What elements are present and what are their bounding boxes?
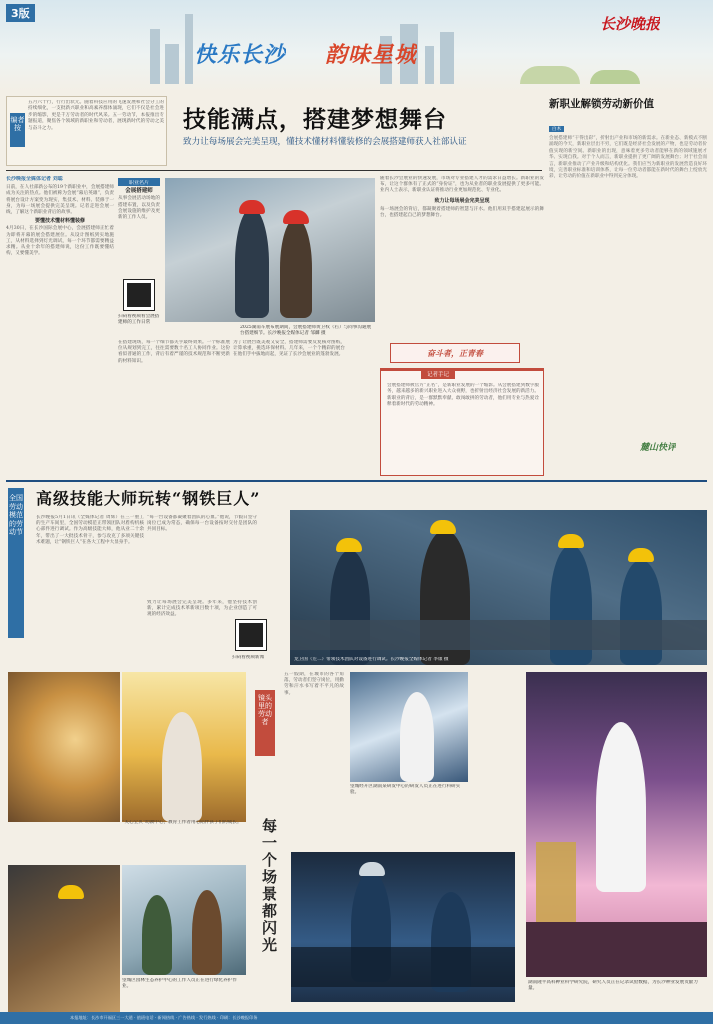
commentary-text: 会展搭建师“干得出彩”，折射出产业和市场的新需求。在新业态、新模式不断涌现的今天，新职业层出不穷，它们既是经济社会发展的产物，也是劳动者价值实现的新空间。新职业的出现，意味着更多劳动者能够在新的领域施展才华、实现自我。对于个人而言，新职业提供了更广阔的发展舞台；对于社会而言，新职业推动了产业升级和结构优化。我们应当为新职业的发展营造良好环境，完善职业标准和培训体系，让每一位劳动者都能在新时代的舞台上绽放光彩，让劳动的价值在新职业中得到充分体现。 — [549, 136, 707, 180]
career-card-tag: 职业名片 — [118, 180, 160, 186]
banner-left: 快乐长沙 — [194, 42, 287, 68]
section2-headline: 高级技能大师玩转“钢铁巨人” — [36, 489, 261, 508]
photo-worker-helmet — [8, 865, 120, 1020]
photo-lab-researcher — [350, 672, 468, 782]
section-vertical-tag: 镜头里的劳动者 — [255, 690, 275, 756]
article-column-d: 为了让展台既美观又安全，搭建师需要反复核对图纸，计算承重，挑选环保材料。几年来，一个个精彩的展台在他们手中拔地而起，见证了长沙会展业的蓬勃发展。 — [233, 340, 345, 358]
divider — [6, 170, 542, 171]
article-column-a — [6, 176, 114, 476]
photo-caption: 龙卫国（左二）带领技术团队对设备进行调试。长沙晚报全媒体记者 李康 摄 — [294, 657, 449, 662]
career-card-title: 会展搭建师 — [125, 188, 153, 195]
article-paragraph: 每一场展会的背后，都凝聚着搭建师的智慧与汗水。他们用双手搭建起展示的舞台，也搭建起自己的梦想舞台。 — [380, 206, 544, 219]
qr-caption: 扫码看视频看会展搭建师的工作日常 — [118, 314, 160, 325]
career-card-text: 从事会展活动场地的搭建布置，以及负责会展设施的维护及更新的工作人员。 — [118, 196, 160, 221]
photo-caption: 望城区园林生态养护中心的工作人员正在进行绿化养护作业。 — [122, 978, 237, 989]
reporter-note-text: 会展搭建师被官方“正名”，是新职业发展的一个缩影。从会展搭建到数字服务，越来越多的新兴职业进入大众视野，也折射出经济社会发展的新活力。新职业的背后，是一群默默奉献、敢闯敢拼的劳动者，他们用专业与热爱诠释着新时代的劳动精神。 — [387, 383, 539, 408]
photo-caption: 望城经开区湖南某研发中心的研发人员正在进行科研实验。 — [350, 784, 461, 795]
editor-note-text: 五月六十行，行行出状元。随着科技应用的飞速发展和社会分工的持续细化，一支批新兴职业和高素养群体涌现，它们不仅是社会进步的缩影，更是千万劳动者的时代风采。五一劳动节，本报推出专题报道，聚焦各个领域的新职业和劳动者，展现新时代的劳动之美与奋斗之力。 — [28, 100, 164, 131]
photo-agri-researcher — [526, 672, 707, 977]
article-paragraph: 随着长沙会展业的快速发展，市场对专业搭建人才的需求日益增长。新职业的发布，让这个群体有了正式的“身份证”，也为从业者的职业发展提供了更多可能。业内人士表示，新职业认证将推动行业更加规范化、专业化。 — [380, 176, 544, 194]
editor-note — [6, 96, 167, 166]
photo-teacher — [122, 672, 246, 822]
photo-caption: 2025湖南车展布展期间，会展搭建师黄卫权（右）与同事沟通展台搭建细节。长沙晚报全媒体记者 邹麟 摄 — [240, 325, 372, 336]
qr-code-icon[interactable] — [124, 280, 154, 310]
article-column-g-sub: 致力让每场展会完美呈现。多年来，他坚持技术创新，累计完成技术革新项目数十项，为企业创造了可观的经济效益。 — [147, 600, 257, 618]
section-vertical-title: 每一个场景都闪光 — [262, 818, 278, 954]
photo-gardeners — [122, 865, 246, 975]
commentary-author: 白木 — [549, 126, 564, 132]
main-headline: 技能满点，搭建梦想舞台 — [183, 106, 447, 133]
section-vertical-tag: 全国劳动模范的劳动节 — [8, 488, 24, 638]
qr-code-icon[interactable] — [236, 620, 266, 650]
article-column-f: 长沙晚报5月1日讯（全媒体记者 周辉）在三一重工的生产车间里，全国劳动模范正带领团队对盾构机核心部件进行调试。作为高级技能大师，他从业二十余年，带出了一大批技术骨干，参与攻克了多项关键技术难题，让“钢铁巨人”在各大工程中大显身手。 — [36, 515, 144, 545]
reporter-note-tag: 记者手记 — [421, 369, 455, 379]
newspaper-logo: 长沙晚报 — [600, 15, 661, 33]
commentary-signature: 麓山快评 — [640, 443, 677, 453]
commentary-column — [549, 96, 707, 476]
photo-exhibition-builders — [165, 178, 375, 322]
banner-right: 韵味星城 — [325, 42, 418, 68]
article-paragraph: 4月30日，在长沙国际会展中心，会展搭建师正忙着为即将开幕的展会搭建展位。从设计图纸到实地施工，从材料选择到灯光调试，每一个环节都需要精益求精。从业十余年的搭建师说，这份工作既要懂结构，又要懂美学。 — [6, 226, 114, 257]
section-divider — [6, 480, 707, 482]
article-column-c: 在搭建现场，每一个细节都关乎最终效果。一个标准展位从规划到完工，往往需要数十名工人协同作业。这份看似普通的工作，背后有着严谨的技术规范和不断更新的材料知识。 — [118, 340, 230, 364]
main-subheadline: 致力让每场展会完美呈现，懂技术懂材料懂装修的会展搭建师获人社部认证 — [183, 137, 467, 147]
qr-caption: 扫码看视频新闻 — [232, 655, 265, 660]
photo-engine-workers — [291, 852, 515, 1002]
photo-caption: 湖南隆平高科种业科学研究院，研究人员正在记录试验数据，为长沙种业发展贡献力量。 — [528, 980, 698, 991]
article-paragraph: 日前，在人社部新公布的19个新职业中，会展搭建师成为关注的热点。他们被称为会展“幕后英雄”，负责将展台设计方案变为现实，集技术、材料、装修于一身，为每一场展会提供完美呈现。记者走进会展一线，了解这个新职业背后的故事。 — [6, 185, 114, 216]
photo-steel-giant-workers — [290, 510, 707, 665]
slogan-banner: 奋斗者，正青春 — [390, 343, 520, 363]
photo-caption: “关心宝贝”幼教中心，教育工作者用心陪伴孩子们的成长。 — [122, 820, 242, 825]
reporter-note — [380, 368, 544, 476]
article-subhead: 致力让每场展会完美呈现 — [434, 197, 490, 204]
editor-note-tag: 编者按 — [10, 113, 25, 147]
article-column-g: “每一台设备都凝聚着团队的心血。”他说，节假日坚守岗位已成为常态，确保每一台设备按时交付是团队的共同目标。 — [147, 515, 257, 533]
article-column-e — [380, 176, 544, 341]
reporter-byline: 长沙晚报全媒体记者 刘聪 — [6, 176, 63, 182]
page-number: 3版 — [6, 4, 35, 22]
footer: 本报地址：长沙市开福区三一大道 · 值班电话 · 新闻热线 · 广告热线 · 发行热线 · 印刷：长沙晚报印务 — [0, 1012, 713, 1024]
article-subhead: 要懂技术懂材料懂装修 — [34, 218, 85, 225]
article-column-h: 五一假期，在城市的各个角落，劳动者们坚守岗位，用勤劳和汗水书写着不平凡的故事。 — [284, 672, 344, 696]
photo-kindergarten — [8, 672, 120, 822]
commentary-title: 新职业解锁劳动新价值 — [549, 98, 654, 110]
